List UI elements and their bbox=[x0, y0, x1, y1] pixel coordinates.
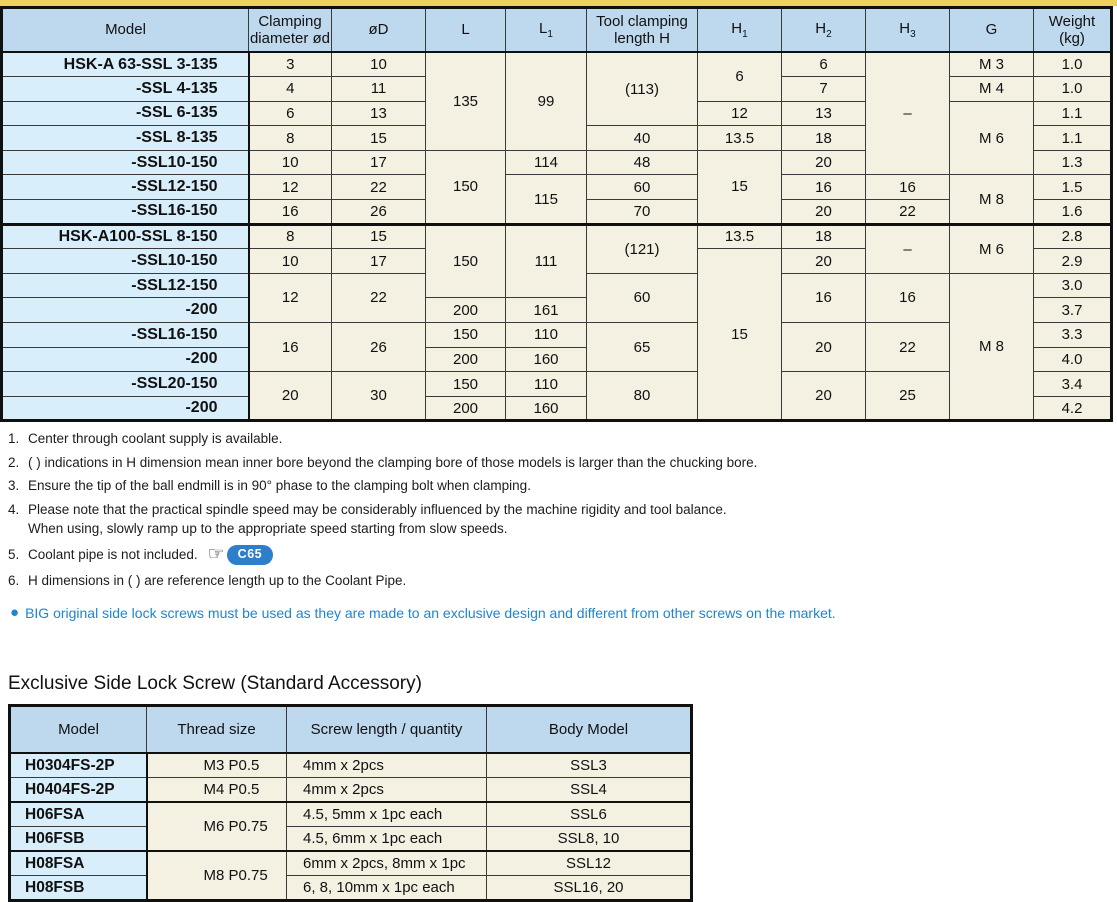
table-row bbox=[2, 323, 1112, 348]
cell-dia: 26 bbox=[332, 200, 426, 225]
cell-h3: 22 bbox=[866, 323, 950, 372]
col-thread-size: Thread size bbox=[147, 706, 287, 754]
cell-h: 60 bbox=[587, 273, 698, 322]
note-4 bbox=[8, 502, 1117, 517]
cell-g: M 3 bbox=[950, 52, 1034, 77]
screw-section-title: Exclusive Side Lock Screw (Standard Accessory) bbox=[8, 673, 422, 695]
table-row bbox=[10, 753, 692, 778]
cell-body-model: SSL3 bbox=[487, 753, 692, 778]
table-row bbox=[10, 851, 692, 876]
cell-weight: 3.3 bbox=[1034, 323, 1112, 348]
cell-l: 150 bbox=[426, 372, 506, 397]
cell-h3: – bbox=[866, 52, 950, 175]
note-number: 6. bbox=[8, 573, 20, 589]
cell-weight: 2.9 bbox=[1034, 249, 1112, 274]
note-text: Ensure the tip of the ball endmill is in 90° phase to the clamping bolt when clamping. bbox=[28, 478, 531, 494]
cell-dia: 10 bbox=[332, 52, 426, 77]
cell-od: 10 bbox=[249, 150, 332, 175]
cell-h1: 6 bbox=[698, 52, 782, 101]
cell-model: -SSL10-150 bbox=[2, 150, 249, 175]
cell-weight: 2.8 bbox=[1034, 224, 1112, 249]
cell-h1: 13.5 bbox=[698, 126, 782, 151]
col-tool-clamping-length: Tool clamping length H bbox=[587, 8, 698, 53]
cell-h: (121) bbox=[587, 224, 698, 273]
cell-body-model: SSL4 bbox=[487, 778, 692, 803]
cell-weight: 3.0 bbox=[1034, 273, 1112, 298]
cell-od: 8 bbox=[249, 126, 332, 151]
col-body-model: Body Model bbox=[487, 706, 692, 754]
cell-dia: 11 bbox=[332, 77, 426, 102]
cell-screw-model: H06FSB bbox=[10, 827, 147, 852]
cell-h3: 16 bbox=[866, 175, 950, 200]
cell-weight: 3.4 bbox=[1034, 372, 1112, 397]
cell-h2: 18 bbox=[782, 126, 866, 151]
note-2 bbox=[8, 455, 1117, 470]
cell-weight: 4.0 bbox=[1034, 347, 1112, 372]
col-h2: $H_2$ bbox=[782, 8, 866, 53]
note-number: 2. bbox=[8, 454, 20, 470]
cell-weight: 1.3 bbox=[1034, 150, 1112, 175]
cell-l: 150 bbox=[426, 150, 506, 224]
big-screws-note bbox=[10, 604, 1117, 621]
cell-h1: 13.5 bbox=[698, 224, 782, 249]
screw-table bbox=[8, 704, 693, 902]
cell-length: 4mm x 2pcs bbox=[287, 778, 487, 803]
cell-weight: 4.2 bbox=[1034, 396, 1112, 421]
page-ref-badge[interactable]: C65 bbox=[227, 545, 273, 565]
cell-l: 200 bbox=[426, 396, 506, 421]
cell-g: M 6 bbox=[950, 101, 1034, 175]
col-diameter-d: øD bbox=[332, 8, 426, 53]
cell-g: M 8 bbox=[950, 175, 1034, 224]
table-row bbox=[10, 802, 692, 827]
note-4-continuation: When using, slowly ramp up to the appropriate speed starting from slow speeds. bbox=[28, 521, 508, 537]
col-l1: $L_1$ bbox=[506, 8, 587, 53]
cell-h2: 20 bbox=[782, 249, 866, 274]
cell-g: M 8 bbox=[950, 273, 1034, 421]
cell-od: 3 bbox=[249, 52, 332, 77]
cell-weight: 1.1 bbox=[1034, 101, 1112, 126]
cell-thread: M8 P0.75 bbox=[147, 851, 287, 900]
note-text: ( ) indications in H dimension mean inner bore beyond the clamping bore of those models is larger than the chucking bore. bbox=[28, 454, 758, 470]
cell-weight: 1.0 bbox=[1034, 77, 1112, 102]
cell-length: 6mm x 2pcs, 8mm x 1pc bbox=[287, 851, 487, 876]
note-number: 3. bbox=[8, 478, 20, 494]
cell-h2: 20 bbox=[782, 372, 866, 421]
cell-dia: 22 bbox=[332, 175, 426, 200]
cell-model: -200 bbox=[2, 298, 249, 323]
note-1 bbox=[8, 431, 1117, 446]
cell-weight: 3.7 bbox=[1034, 298, 1112, 323]
table-row bbox=[10, 876, 692, 901]
note-number: 5. bbox=[8, 547, 20, 563]
note-number: 1. bbox=[8, 431, 20, 447]
cell-h2: 13 bbox=[782, 101, 866, 126]
cell-screw-model: H0404FS-2P bbox=[10, 778, 147, 803]
cell-h3: 16 bbox=[866, 273, 950, 322]
cell-l: 150 bbox=[426, 224, 506, 298]
col-clamping-diameter: Clamping diameter ød bbox=[249, 8, 332, 53]
cell-dia: 26 bbox=[332, 323, 426, 372]
col-h1: $H_1$ bbox=[698, 8, 782, 53]
cell-weight: 1.6 bbox=[1034, 200, 1112, 225]
note-6 bbox=[8, 573, 1117, 588]
cell-h2: 20 bbox=[782, 200, 866, 225]
cell-l1: 160 bbox=[506, 396, 587, 421]
col-h3: $H_3$ bbox=[866, 8, 950, 53]
screw-header-row bbox=[10, 706, 692, 754]
cell-body-model: SSL6 bbox=[487, 802, 692, 827]
cell-l1: 114 bbox=[506, 150, 587, 175]
cell-thread: M6 P0.75 bbox=[147, 802, 287, 851]
cell-model: -SSL 8-135 bbox=[2, 126, 249, 151]
cell-dia: 15 bbox=[332, 224, 426, 249]
col-screw-length: Screw length / quantity bbox=[287, 706, 487, 754]
col-l: L bbox=[426, 8, 506, 53]
cell-weight: 1.5 bbox=[1034, 175, 1112, 200]
cell-h1: 15 bbox=[698, 249, 782, 421]
cell-screw-model: H06FSA bbox=[10, 802, 147, 827]
bullet-icon: ● bbox=[10, 604, 20, 622]
col-model: Model bbox=[2, 8, 249, 53]
col-weight: Weight (kg) bbox=[1034, 8, 1112, 53]
note-text: H dimensions in ( ) are reference length up to the Coolant Pipe. bbox=[28, 573, 407, 589]
cell-weight: 1.1 bbox=[1034, 126, 1112, 151]
cell-thread: M4 P0.5 bbox=[147, 778, 287, 803]
cell-od: 4 bbox=[249, 77, 332, 102]
cell-h: 80 bbox=[587, 372, 698, 421]
cell-g: M 6 bbox=[950, 224, 1034, 273]
cell-model: -SSL12-150 bbox=[2, 175, 249, 200]
cell-length: 4.5, 5mm x 1pc each bbox=[287, 802, 487, 827]
cell-body-model: SSL12 bbox=[487, 851, 692, 876]
cell-thread: M3 P0.5 bbox=[147, 753, 287, 778]
cell-length: 6, 8, 10mm x 1pc each bbox=[287, 876, 487, 901]
cell-model: -200 bbox=[2, 396, 249, 421]
cell-l1: 115 bbox=[506, 175, 587, 224]
cell-od: 16 bbox=[249, 323, 332, 372]
table-row bbox=[10, 827, 692, 852]
pointing-hand-icon: ☞ bbox=[207, 544, 225, 566]
cell-model: -SSL 4-135 bbox=[2, 77, 249, 102]
cell-h2: 18 bbox=[782, 224, 866, 249]
col-screw-model: Model bbox=[10, 706, 147, 754]
cell-h3: 22 bbox=[866, 200, 950, 225]
cell-od: 10 bbox=[249, 249, 332, 274]
cell-dia: 17 bbox=[332, 249, 426, 274]
note-5 bbox=[8, 545, 1117, 565]
cell-od: 12 bbox=[249, 273, 332, 322]
cell-model: -SSL16-150 bbox=[2, 200, 249, 225]
cell-dia: 22 bbox=[332, 273, 426, 322]
cell-h2: 7 bbox=[782, 77, 866, 102]
cell-model: -200 bbox=[2, 347, 249, 372]
cell-weight: 1.0 bbox=[1034, 52, 1112, 77]
cell-l1: 160 bbox=[506, 347, 587, 372]
cell-model: -SSL10-150 bbox=[2, 249, 249, 274]
spec-header-row bbox=[2, 8, 1112, 53]
cell-l: 200 bbox=[426, 298, 506, 323]
cell-l: 135 bbox=[426, 52, 506, 150]
cell-h: (113) bbox=[587, 52, 698, 126]
note-text: Center through coolant supply is available. bbox=[28, 431, 283, 447]
table-row bbox=[10, 778, 692, 803]
cell-h2: 20 bbox=[782, 150, 866, 175]
cell-od: 6 bbox=[249, 101, 332, 126]
cell-model: -SSL20-150 bbox=[2, 372, 249, 397]
cell-h2: 16 bbox=[782, 273, 866, 322]
cell-body-model: SSL8, 10 bbox=[487, 827, 692, 852]
cell-od: 8 bbox=[249, 224, 332, 249]
cell-h: 60 bbox=[587, 175, 698, 200]
cell-l1: 99 bbox=[506, 52, 587, 150]
cell-h1: 15 bbox=[698, 150, 782, 224]
table-row bbox=[2, 372, 1112, 397]
cell-h3: – bbox=[866, 224, 950, 273]
cell-model: -SSL12-150 bbox=[2, 273, 249, 298]
notes-section bbox=[8, 431, 1117, 621]
table-row bbox=[2, 224, 1112, 249]
cell-l: 150 bbox=[426, 323, 506, 348]
cell-od: 12 bbox=[249, 175, 332, 200]
col-g: G bbox=[950, 8, 1034, 53]
cell-l1: 161 bbox=[506, 298, 587, 323]
cell-body-model: SSL16, 20 bbox=[487, 876, 692, 901]
cell-h: 70 bbox=[587, 200, 698, 225]
cell-l: 200 bbox=[426, 347, 506, 372]
cell-h: 48 bbox=[587, 150, 698, 175]
cell-h: 65 bbox=[587, 323, 698, 372]
cell-model: HSK-A100-SSL 8-150 bbox=[2, 224, 249, 249]
spec-table bbox=[0, 6, 1113, 422]
cell-h: 40 bbox=[587, 126, 698, 151]
cell-h1: 12 bbox=[698, 101, 782, 126]
note-text: Please note that the practical spindle speed may be considerably influenced by the machine rigidity and tool balance. bbox=[28, 501, 727, 517]
cell-h2: 6 bbox=[782, 52, 866, 77]
cell-l1: 110 bbox=[506, 323, 587, 348]
cell-l1: 110 bbox=[506, 372, 587, 397]
cell-dia: 30 bbox=[332, 372, 426, 421]
cell-length: 4.5, 6mm x 1pc each bbox=[287, 827, 487, 852]
cell-dia: 17 bbox=[332, 150, 426, 175]
cell-h3: 25 bbox=[866, 372, 950, 421]
cell-h2: 16 bbox=[782, 175, 866, 200]
note-3 bbox=[8, 478, 1117, 493]
cell-length: 4mm x 2pcs bbox=[287, 753, 487, 778]
cell-dia: 15 bbox=[332, 126, 426, 151]
cell-model: -SSL16-150 bbox=[2, 323, 249, 348]
cell-od: 16 bbox=[249, 200, 332, 225]
cell-dia: 13 bbox=[332, 101, 426, 126]
note-text: Coolant pipe is not included. bbox=[28, 547, 198, 563]
big-note-text: BIG original side lock screws must be used as they are made to an exclusive design and different from other screws on the market. bbox=[25, 604, 836, 621]
cell-screw-model: H0304FS-2P bbox=[10, 753, 147, 778]
table-row bbox=[2, 175, 1112, 200]
cell-od: 20 bbox=[249, 372, 332, 421]
cell-screw-model: H08FSB bbox=[10, 876, 147, 901]
cell-screw-model: H08FSA bbox=[10, 851, 147, 876]
cell-model: HSK-A 63-SSL 3-135 bbox=[2, 52, 249, 77]
cell-g: M 4 bbox=[950, 77, 1034, 102]
note-number: 4. bbox=[8, 501, 20, 517]
table-row bbox=[2, 52, 1112, 77]
cell-l1: 111 bbox=[506, 224, 587, 298]
cell-model: -SSL 6-135 bbox=[2, 101, 249, 126]
cell-h2: 20 bbox=[782, 323, 866, 372]
